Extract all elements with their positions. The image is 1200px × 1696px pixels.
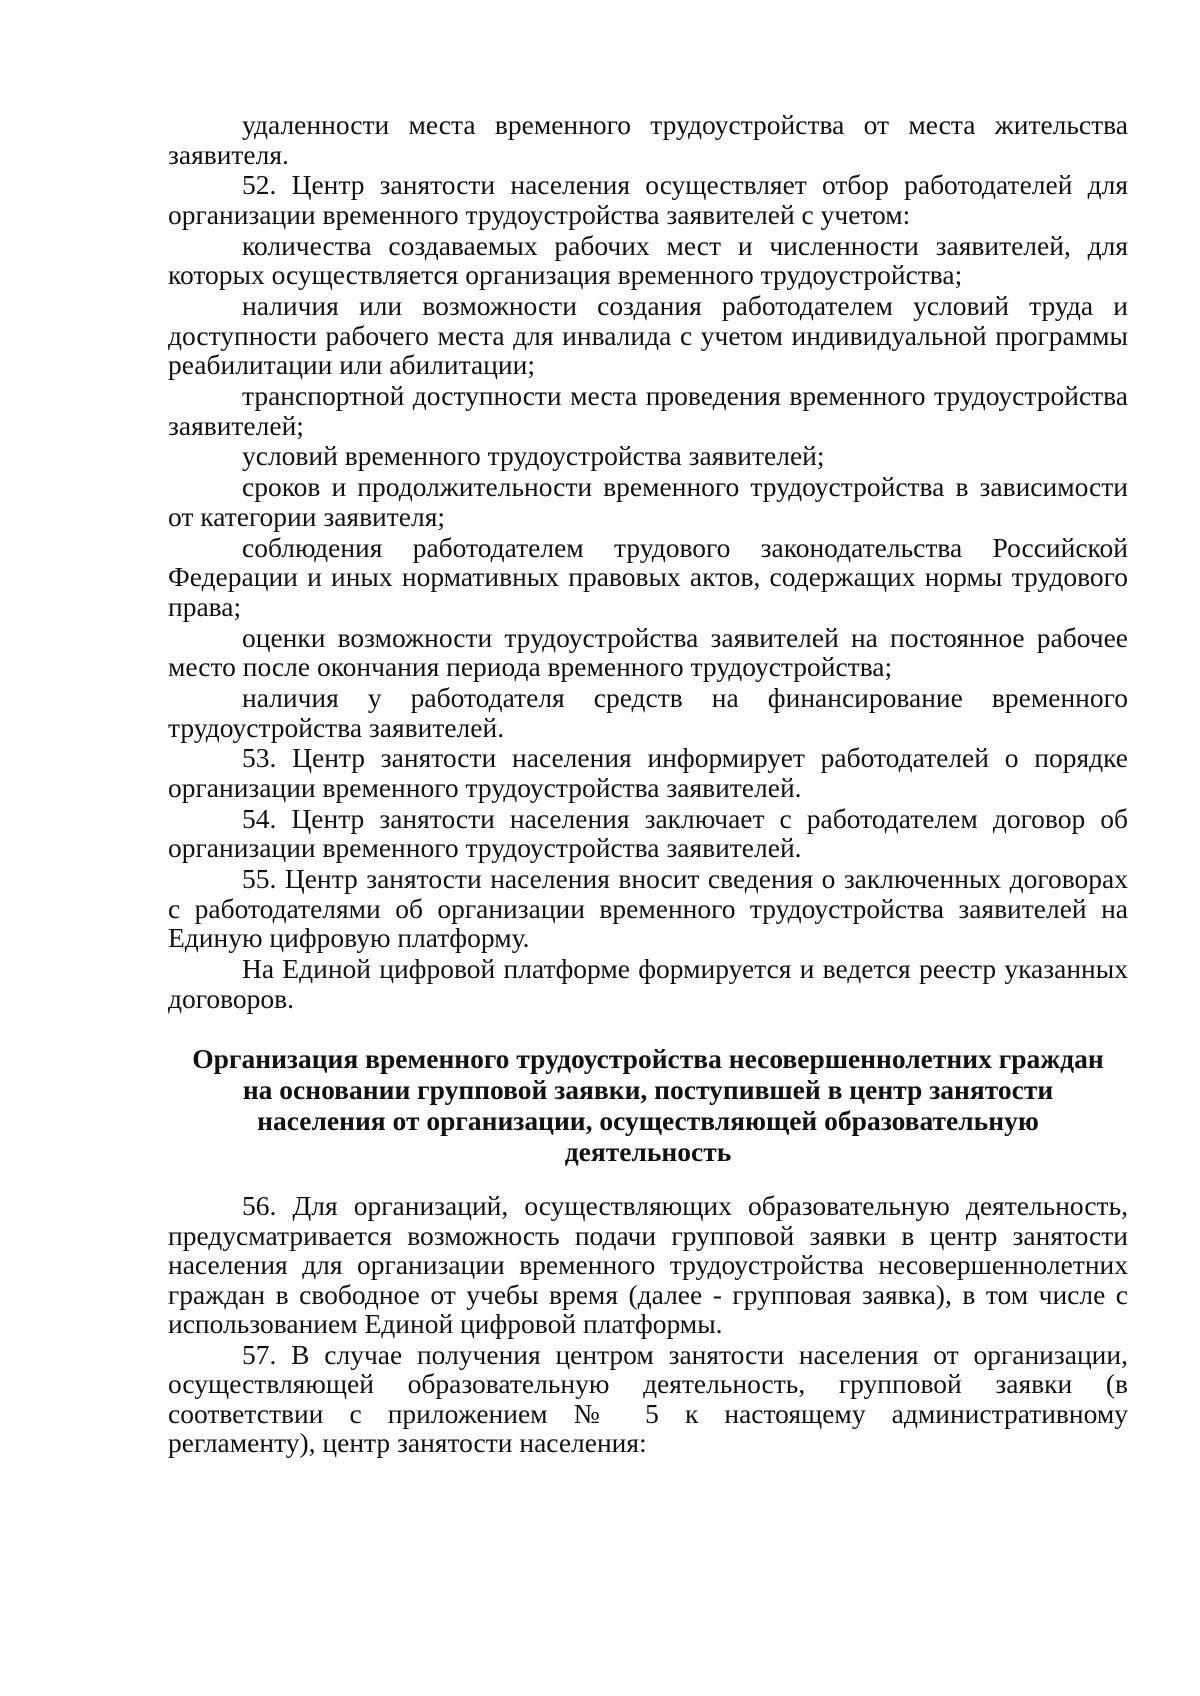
paragraph-55-registry: На Единой цифровой платформе формируется и ведется реестр указанных договоров. [168, 953, 1128, 1014]
paragraph-57: 57. В случае получения центром занятости населения от организации, осуществляющей образовательную деятельность, групповой заявки (в соответствии с приложением № 5 к настоящему административному регламенту), центр занятости населения: [168, 1338, 1128, 1459]
paragraph-52-item-labor-law: соблюдения работодателем трудового законодательства Российской Федерации и иных нормативных правовых актов, содержащих нормы трудового права; [168, 531, 1128, 622]
section-heading-line: Организация временного трудоустройства несовершеннолетних граждан [192, 1043, 1104, 1075]
paragraph-52-item-conditions: наличия или возможности создания работодателем условий труда и доступности рабочего места для инвалида с учетом индивидуальной программы реабилитации или абилитации; [168, 290, 1128, 381]
paragraph-55: 55. Центр занятости населения вносит сведения о заключенных договорах с работодателями об организации временного трудоустройства заявителей на Единую цифровую платформу. [168, 863, 1128, 954]
paragraph-52-item-transport: транспортной доступности места проведения временного трудоустройства заявителей; [168, 380, 1128, 441]
paragraph-52-item-permanent: оценки возможности трудоустройства заявителей на постоянное рабочее место после окончания периода временного трудоустройства; [168, 621, 1128, 683]
paragraph-52-item-duration: сроков и продолжительности временного трудоустройства в зависимости от категории заявителя; [168, 471, 1128, 532]
paragraph-52-item-workplaces: количества создаваемых рабочих мест и численности заявителей, для которых осуществляется организация временного трудоустройства; [168, 229, 1128, 291]
paragraph-52: 52. Центр занятости населения осуществляет отбор работодателей для организации временного трудоустройства заявителей с учетом: [168, 169, 1128, 230]
paragraph-52-item-funding: наличия у работодателя средств на финансирование временного трудоустройства заявителей. [168, 682, 1128, 743]
paragraph-54: 54. Центр занятости населения заключает с работодателем договор об организации временного трудоустройства заявителей. [168, 802, 1128, 864]
paragraph-continuation: удаленности места временного трудоустройства от места жительства заявителя. [168, 109, 1128, 170]
section-heading-line: деятельность [564, 1136, 732, 1168]
paragraph-52-item-terms: условий временного трудоустройства заявителей; [242, 440, 825, 472]
section-heading [168, 1043, 1128, 1167]
paragraph-56: 56. Для организаций, осуществляющих образовательную деятельность, предусматривается возможность подачи групповой заявки в центр занятости населения для организации временного трудоустройства несовершеннолетних граждан в свободное от учебы время (далее - групповая заявка), в том числе с использованием Единой цифровой платформы. [168, 1190, 1128, 1340]
document-page [168, 110, 1128, 1459]
paragraph-53: 53. Центр занятости населения информирует работодателей о порядке организации временного трудоустройства заявителей. [168, 742, 1128, 803]
section-heading-line: на основании групповой заявки, поступившей в центр занятости [242, 1074, 1054, 1106]
section-heading-line: населения от организации, осуществляющей образовательную [257, 1105, 1039, 1137]
